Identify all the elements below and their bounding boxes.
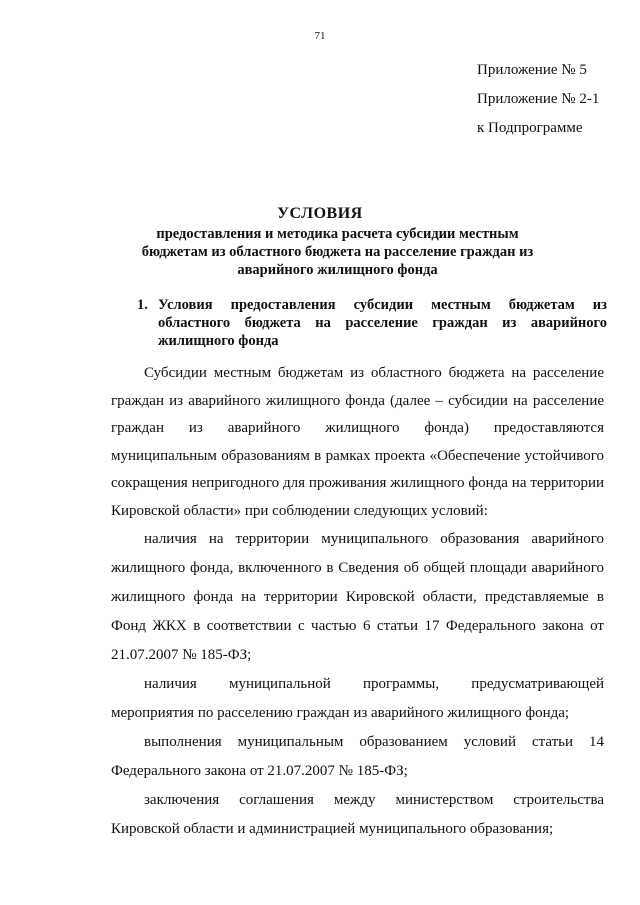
paragraph: наличия на территории муниципального образования аварийного жилищного фонда, включенного в Сведения об общей площади аварийного жилищного фонда на территории Кировской области, представляемые в Фонд ЖКХ в соответствии с частью 6 статьи 17 Федерального закона от 21.07.2007 № 185-ФЗ; — [111, 531, 604, 663]
annex-line: к Подпрограмме — [477, 120, 583, 136]
body-text — [111, 360, 604, 844]
document-subtitle: предоставления и методика расчета субсидии местным бюджетам из областного бюджета на расселение граждан из аварийного жилищного фонда — [141, 226, 534, 278]
paragraph: выполнения муниципальным образованием условий статьи 14 Федерального закона от 21.07.2007 № 185-ФЗ; — [111, 734, 604, 779]
annex-line: Приложение № 5 — [477, 62, 587, 78]
section-heading-text: Условия предоставления субсидии местным бюджетам из областного бюджета на расселение граждан из аварийного жилищного фонда — [158, 297, 607, 349]
section-number: 1. — [137, 297, 148, 313]
section-heading — [137, 296, 607, 350]
paragraph: наличия муниципальной программы, предусматривающей мероприятия по расселению граждан из аварийного жилищного фонда; — [111, 676, 604, 721]
annex-reference-block — [477, 56, 627, 143]
annex-line: Приложение № 2-1 — [477, 91, 600, 107]
paragraph: заключения соглашения между министерством строительства Кировской области и администрацией муниципального образования; — [111, 792, 604, 837]
document-title: УСЛОВИЯ — [277, 205, 363, 222]
page-number: 71 — [314, 30, 326, 42]
paragraph: Субсидии местным бюджетам из областного бюджета на расселение граждан из аварийного жилищного фонда (далее – субсидии на расселение граждан из аварийного жилищного фонда) предоставляются муниципальным образованиям в рамках проекта «Обеспечение устойчивого сокращения непригодного для проживания жилищного фонда на территории Кировской области» при соблюдении следующих условий: — [111, 365, 604, 519]
